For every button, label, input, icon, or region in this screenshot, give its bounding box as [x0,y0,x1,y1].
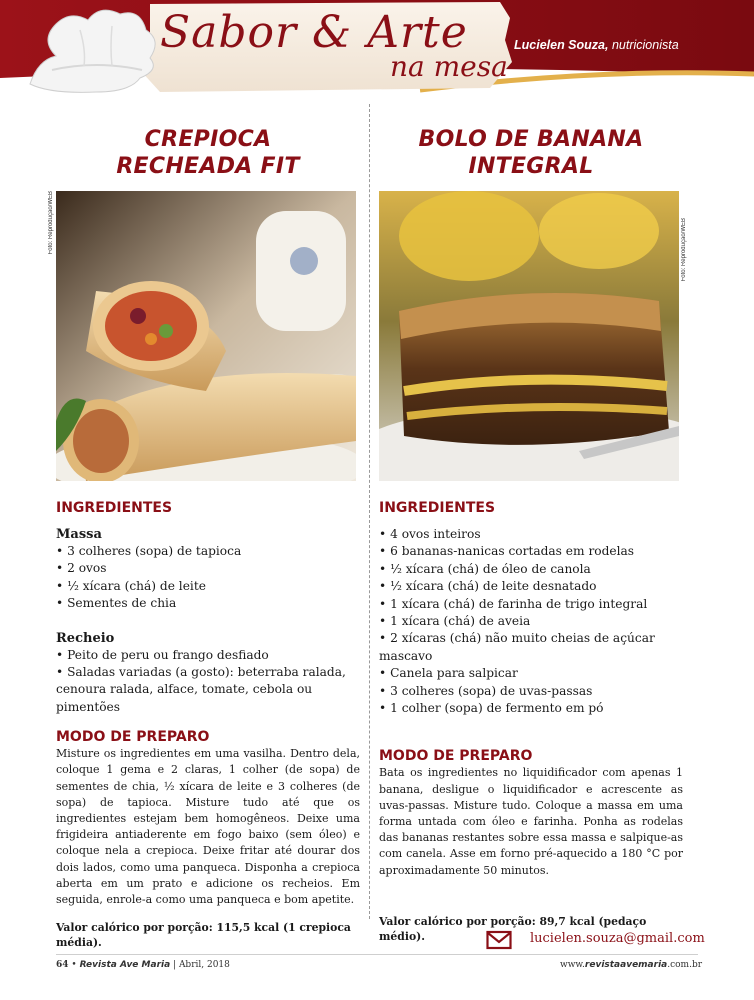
list-item: • 2 ovos [56,560,360,577]
photo-credit: Foto: Reprodução/WEB [681,218,687,282]
recheio-heading: Recheio [56,630,115,646]
footer-website[interactable] [560,960,702,970]
header-subtitle: na mesa [390,50,508,83]
recipe-title [56,126,360,184]
photo-credit: Foto: Reprodução/WEB [48,191,54,255]
site-suffix: .com.br [667,960,703,970]
list-item: • 1 xícara (chá) de aveia [379,613,683,630]
list-item: • ½ xícara (chá) de óleo de canola [379,561,683,578]
list-item: • Peito de peru ou frango desfiado [56,647,360,664]
ingredients-heading: INGREDIENTES [379,500,496,516]
site-brand: revistaavemaria [584,960,668,970]
header-author [514,38,679,52]
method-heading: MODO DE PREPARO [56,729,210,746]
list-item: • 3 colheres (sopa) de uvas-passas [379,683,683,700]
envelope-icon [486,930,512,954]
email-link[interactable]: lucielen.souza@gmail.com [530,931,705,946]
recheio-list [56,647,360,717]
list-item: • 4 ovos inteiros [379,526,683,543]
issue-date: Abril, 2018 [178,960,230,970]
ingredients-heading: INGREDIENTES [56,500,173,516]
header-title: Sabor & Arte [160,7,468,58]
method-text: Misture os ingredientes em uma vasilha. Dentro dela, coloque 1 gema e 2 claras, 1 colher (de sopa) de sementes de chia, ½ xícara de leite e 3 colheres (de sopa) de tapioca. Misture tudo até que os ingredientes estejam bem homogêneos. Deixe uma frigideira antiaderente em fogo baixo (sem óleo) e coloque nela a crepioca. Deixe fritar até dourar dos dois lados, como uma panqueca. Disponha a crepioca aberta em um prato e adicione os recheios. Em seguida, enrole-a como uma panqueca e bom apetite. [56,747,360,907]
bolo-photo [379,191,679,481]
calorie-value: Valor calórico por porção: 115,5 kcal (1 crepioca média). [56,921,351,950]
crepioca-photo [56,191,356,481]
footer-divider [56,954,698,955]
author-name: Lucielen Souza, [514,38,609,52]
recipe-bolo-banana [379,126,687,944]
list-item: • 1 xícara (chá) de farinha de trigo integral [379,596,683,613]
site-prefix: www. [560,960,585,970]
method-heading: MODO DE PREPARO [379,748,533,765]
bolo-image [379,191,679,481]
column-divider [369,104,370,919]
magazine-name: Revista Ave Maria [79,960,171,970]
crepioca-image [56,191,356,481]
recipe-title-line1: CREPIOCA [144,127,272,152]
list-item: • ½ xícara (chá) de leite [56,578,360,595]
recipe-crepioca [48,126,360,950]
list-item: • 6 bananas-nanicas cortadas em rodelas [379,543,683,560]
massa-heading: Massa [56,527,102,542]
recipe-title-line2: RECHEADA FIT [116,154,300,179]
recipe-title-line2: INTEGRAL [468,154,594,179]
footer-separator: | [170,960,179,970]
footer-separator: • [68,960,80,970]
method-text: Bata os ingredientes no liquidificador com apenas 1 banana, desligue o liquidificador e acrescente as uvas-passas. Misture tudo. Coloque a massa em uma forma untada com óleo e farinha. Ponha as rodelas das bananas restantes sobre essa massa e salpique-as com canela. Asse em forno pré-aquecido a 180 °C por aproximadamente 50 minutos. [379,766,683,877]
footer-page-info [56,960,230,970]
author-role: nutricionista [608,38,679,52]
list-item: • Sementes de chia [56,595,360,612]
list-item: • Canela para salpicar [379,665,683,682]
list-item: • Saladas variadas (a gosto): beterraba ralada, cenoura ralada, alface, tomate, cebola ou pimentões [56,664,360,716]
list-item: • ½ xícara (chá) de leite desnatado [379,578,683,595]
recipe-title-line1: BOLO DE BANANA [418,127,644,152]
calorie-value: Valor calórico por porção: 89,7 kcal (pedaço médio). [379,914,647,943]
page-number: 64 [56,960,69,970]
massa-list [56,543,360,613]
recipe-title [379,126,683,184]
ingredients-list [379,526,683,717]
list-item: • 2 xícaras (chá) não muito cheias de açúcar mascavo [379,630,683,665]
list-item: • 3 colheres (sopa) de tapioca [56,543,360,560]
list-item: • 1 colher (sopa) de fermento em pó [379,700,683,717]
page-header [0,0,754,100]
